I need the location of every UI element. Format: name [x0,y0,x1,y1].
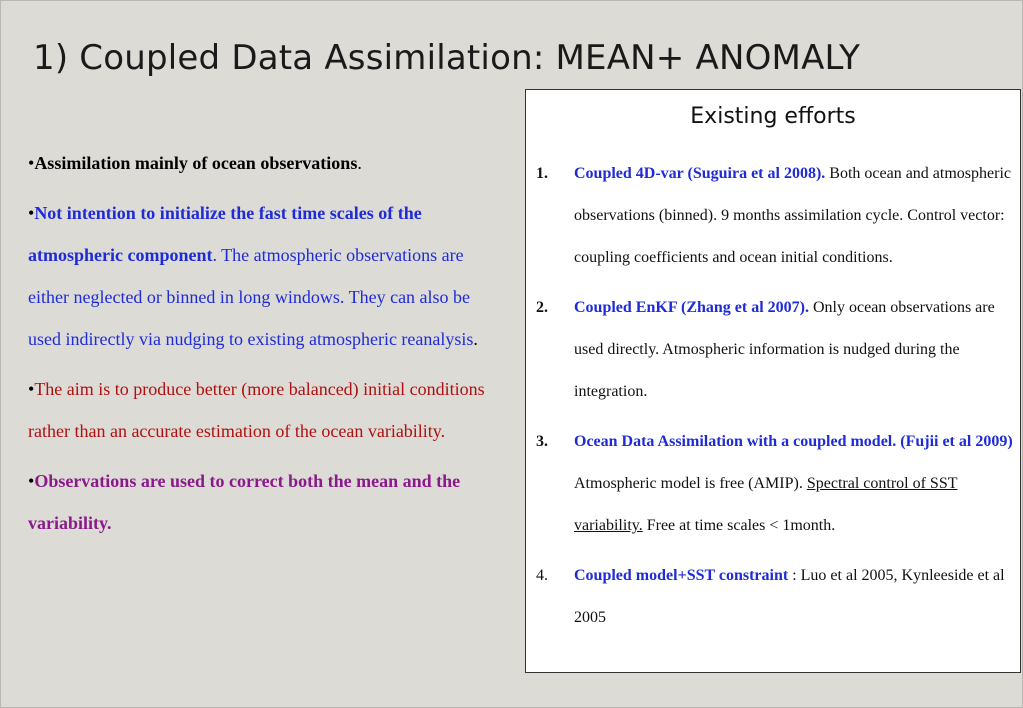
effort-item-2 [536,287,1016,413]
bullet-2-bold: Not intention to initialize the fast time scales of the atmospheric component [28,203,422,265]
bullet-3 [28,368,498,452]
bullet-2-end: . [473,329,478,349]
bullet-4-bold: Observations are used to correct both the mean and the variability. [28,471,461,533]
item-text: Atmospheric model is free (AMIP). [574,475,807,492]
bullet-2-text: . The atmospheric observations are either neglected or binned in long windows. They can also be used indirectly via nudging to existing atmospheric reanalysis [28,245,474,349]
bullet-1 [28,142,498,184]
item-body [574,287,1016,413]
item-body [574,153,1016,279]
slide-title: 1) Coupled Data Assimilation: MEAN+ ANOMALY [33,38,861,78]
item-number: 4. [536,567,548,584]
bullet-1-bold: Assimilation mainly of ocean observations [34,153,358,173]
item-number: 2. [536,299,548,316]
item-head: Coupled EnKF (Zhang et al 2007). [574,299,809,316]
box-title: Existing efforts [690,104,856,129]
bullet-4 [28,460,498,544]
item-head: Coupled model+SST constraint [574,567,789,584]
bullet-marker: • [28,379,35,399]
bullet-marker: • [28,471,35,491]
effort-item-1 [536,153,1016,279]
bullet-marker: • [28,153,35,173]
item-underlined: Spectral control of SST variability. [574,475,958,534]
bullet-marker: • [28,203,35,223]
efforts-list [536,153,1016,647]
existing-efforts-box [525,89,1021,673]
item-text-2: Free at time scales < 1month. [642,517,836,534]
item-number: 1. [536,165,548,182]
item-head: Ocean Data Assimilation with a coupled model. (Fujii et al 2009) [574,433,1013,450]
bullet-1-end: . [357,153,362,173]
item-text: Only ocean observations are used directly. Atmospheric information is nudged during the integration. [574,299,995,400]
bullet-2 [28,192,498,360]
bullet-3-text: The aim is to produce better (more balanced) initial conditions rather than an accurate estimation of the ocean variability. [28,379,485,441]
item-text: Both ocean and atmospheric observations (binned). 9 months assimilation cycle. Control vector: coupling coefficients and ocean initial conditions. [574,165,1011,266]
effort-item-3 [536,421,1016,547]
item-number: 3. [536,433,548,450]
effort-item-4 [536,555,1016,639]
item-body [574,555,1016,639]
item-text: : Luo et al 2005, Kynleeside et al 2005 [574,567,1005,626]
item-head: Coupled 4D-var (Suguira et al 2008). [574,165,826,182]
item-body [574,421,1016,547]
bullet-list [28,142,498,552]
